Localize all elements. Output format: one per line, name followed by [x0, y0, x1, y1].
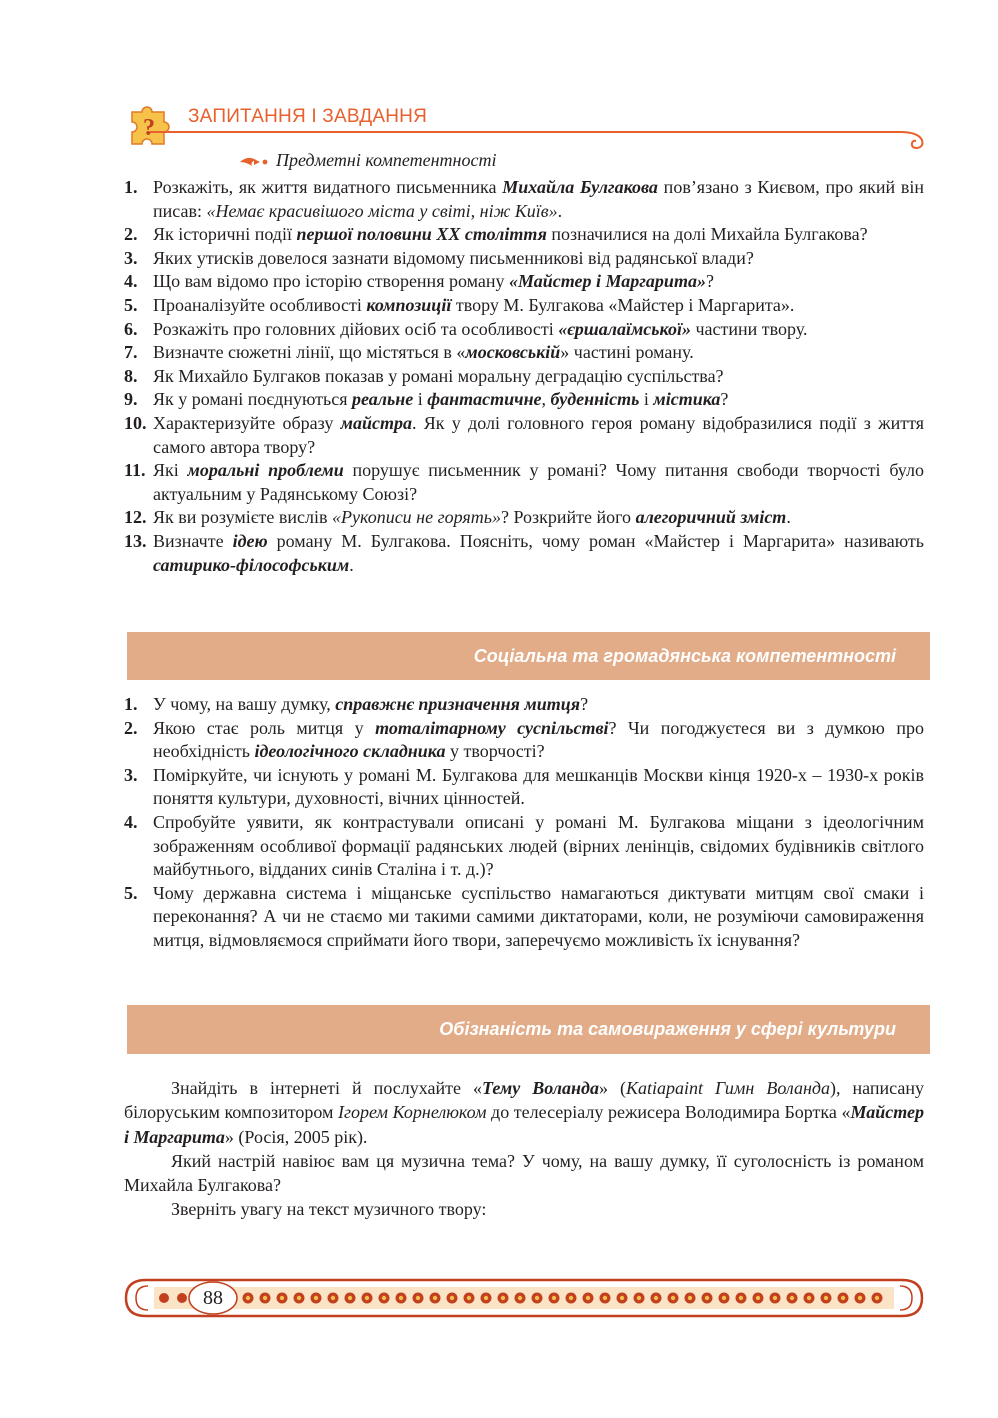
text-run: » частині роману. [560, 342, 694, 363]
subject-question [124, 506, 924, 530]
question-text [153, 388, 924, 412]
question-text [153, 365, 924, 389]
ornament-motif-center [739, 1296, 743, 1300]
text-run: ? [720, 389, 729, 410]
question-number: 3. [124, 247, 138, 268]
text-run: Які [153, 460, 188, 481]
text-run: Розкажіть про головних дійових осіб та особливості [153, 318, 559, 339]
subject-question [124, 365, 924, 389]
text-run: Якою стає роль митця у [153, 717, 376, 738]
question-number: 2. [124, 224, 138, 245]
text-run: Знайдіть в інтернеті й послухайте « [171, 1078, 482, 1098]
ornament-motif-center [620, 1296, 624, 1300]
task-paragraph [124, 1149, 924, 1198]
footer-ornament [124, 1274, 924, 1322]
question-text [153, 270, 924, 294]
ornament-motif-center [348, 1296, 352, 1300]
ornament-motif-center [331, 1296, 335, 1300]
text-run: ? Розкрийте його [500, 507, 636, 528]
text-run: . Як у долі головного героя роману відобразилися події з життя самого автора твору? [153, 412, 924, 457]
ornament-motif-center [637, 1296, 641, 1300]
ornament-motif-center [671, 1296, 675, 1300]
ornament-motif-center [501, 1296, 505, 1300]
subject-question [124, 247, 924, 271]
question-text [153, 223, 924, 247]
section-header-title: ЗАПИТАННЯ І ЗАВДАННЯ [188, 106, 428, 127]
question-number: 9. [124, 389, 138, 410]
ornament-motif-center [841, 1296, 845, 1300]
emphasis-run: містика [653, 389, 721, 410]
text-run: Як Михайло Булгаков показав у романі моральну деградацію суспільства? [153, 365, 724, 386]
subject-question [124, 459, 924, 506]
emphasis-run: «Немає красивішого міста у світі, ніж Київ» [206, 200, 558, 221]
social-question [124, 764, 924, 811]
text-run: Визначте [153, 530, 233, 551]
emphasis-run: «Майстер і Маргарита» [509, 271, 706, 292]
ornament-motif-center [569, 1296, 573, 1300]
text-run: Як у романі поєднуються [153, 389, 353, 410]
question-text [153, 318, 924, 342]
question-text [153, 341, 924, 365]
ornament-motif-center [824, 1296, 828, 1300]
ornament-motif-center [722, 1296, 726, 1300]
emphasis-run: Katiapaint Гимн Воланда [625, 1078, 830, 1098]
text-run: Характеризуйте образу [153, 412, 341, 433]
ornament-motif-center [807, 1296, 811, 1300]
culture-task-text [124, 1076, 924, 1222]
emphasis-run: «єршалаїмської» [558, 318, 691, 339]
text-run: , [541, 389, 551, 410]
emphasis-run: тоталітарному суспільстві [375, 717, 609, 738]
subject-question [124, 223, 924, 247]
ornament-bullet-icon [238, 155, 274, 169]
text-run: Розкажіть, як життя видатного письменника [153, 177, 503, 197]
subject-question [124, 388, 924, 412]
question-number: 10. [124, 412, 147, 433]
emphasis-run: Ігорем Корнелюком [338, 1102, 487, 1123]
ornament-motif-center [756, 1296, 760, 1300]
task-paragraph [124, 1076, 924, 1149]
ornament-motif-center [484, 1296, 488, 1300]
ornament-motif-center [790, 1296, 794, 1300]
text-run: частини твору. [690, 318, 808, 339]
question-number: 7. [124, 342, 138, 363]
text-run: У чому, на вашу думку, [153, 694, 336, 714]
text-run: твору М. Булгакова «Майстер і Маргарита». [451, 294, 795, 315]
question-text [153, 882, 924, 953]
text-run: у творчості? [445, 741, 545, 762]
ornament-motif [159, 1293, 169, 1303]
question-number: 1. [124, 694, 138, 714]
ornament-motif [177, 1293, 187, 1303]
text-run: роману М. Булгакова. Поясніть, чому роман «Майстер і Маргарита» називають [267, 530, 924, 551]
emphasis-run: реальне [352, 389, 414, 410]
ornament-motif-center [416, 1296, 420, 1300]
ornament-motif-center [518, 1296, 522, 1300]
question-number: 4. [124, 811, 138, 832]
text-run: » ( [598, 1078, 626, 1098]
ornament-motif-center [603, 1296, 607, 1300]
ornament-motif-center [280, 1296, 284, 1300]
text-run: Як історичні події [153, 224, 297, 245]
question-text [153, 693, 924, 717]
question-number: 3. [124, 764, 138, 785]
text-run: ), написану білоруським композитором [124, 1078, 924, 1123]
task-paragraph [124, 1197, 924, 1221]
question-text [153, 294, 924, 318]
question-number: 1. [124, 177, 138, 197]
question-text [153, 811, 924, 882]
ornament-motif-center [297, 1296, 301, 1300]
question-number: 8. [124, 365, 138, 386]
ornament-motif-center [263, 1296, 267, 1300]
culture-competence-banner: Обізнаність та самовираження у сфері культури [127, 1005, 930, 1054]
ornament-motif-center [314, 1296, 318, 1300]
text-run: ? [705, 271, 714, 292]
subject-question [124, 318, 924, 342]
text-run: Зверніть увагу на текст музичного твору: [171, 1199, 487, 1220]
question-text [153, 530, 924, 577]
social-questions-list [124, 693, 924, 953]
emphasis-run: ідею [232, 530, 268, 551]
social-question [124, 882, 924, 953]
text-run: і [413, 389, 428, 410]
text-run: Поміркуйте, чи існують у романі М. Булгакова для мешканців Москви кінця 1920-х – 1930-х років поняття культури, духовності, вічних цінностей. [153, 764, 924, 809]
text-run: Проаналізуйте особливості [153, 294, 367, 315]
question-text [153, 176, 924, 223]
subject-questions-list [124, 176, 924, 577]
emphasis-run: майстра [340, 412, 412, 433]
ornament-motif-center [433, 1296, 437, 1300]
ornament-motif-center [552, 1296, 556, 1300]
ornament-motif-center [450, 1296, 454, 1300]
emphasis-run: першої половини ХХ століття [296, 224, 547, 245]
social-question [124, 717, 924, 764]
ornament-motif-center [467, 1296, 471, 1300]
text-run: Спробуйте уявити, як контрастували описані у романі М. Булгакова міщани з ідеологічним зображенням особливої формації радянських людей (вірних ленінців, свідомих будівників світлого майбутнього, відданих синів Сталіна і т. д.)? [153, 811, 924, 880]
question-text [153, 506, 924, 530]
ornament-motif-center [773, 1296, 777, 1300]
question-number: 2. [124, 717, 138, 738]
ornament-motif-center [705, 1296, 709, 1300]
social-competence-banner: Соціальна та громадянська компетентності [127, 632, 930, 680]
social-question [124, 811, 924, 882]
question-number: 5. [124, 882, 138, 903]
question-number: 5. [124, 294, 138, 315]
text-run: і [639, 389, 654, 410]
text-run: пов’язано з Києвом, про який він писав: [153, 177, 924, 221]
question-text [153, 459, 924, 506]
emphasis-run: Михайла Булгакова [502, 177, 658, 197]
question-text [153, 764, 924, 811]
question-text [153, 412, 924, 459]
text-run: Який настрій навіює вам ця музична тема? У чому, на вашу думку, її суголосність із романом Михайла Булгакова? [124, 1150, 924, 1196]
text-run: Що вам відомо про історію створення роману [153, 271, 510, 292]
text-run: Як ви розумієте вислів [153, 507, 332, 528]
text-run: ? [580, 694, 589, 714]
subject-question [124, 294, 924, 318]
emphasis-run: фантастичне [427, 389, 542, 410]
ornament-motif-center [688, 1296, 692, 1300]
text-run: . [557, 200, 563, 221]
ornament-motif-center [246, 1296, 250, 1300]
page-number: 88 [203, 1287, 223, 1309]
subject-competence-heading: Предметні компетентності [238, 150, 496, 171]
emphasis-run: ідеологічного складника [254, 741, 446, 762]
question-number: 4. [124, 271, 138, 292]
text-run: Визначте сюжетні лінії, що містяться в « [153, 342, 466, 363]
question-number: 6. [124, 318, 138, 339]
ornament-motif-center [875, 1296, 879, 1300]
subject-question [124, 530, 924, 577]
emphasis-run: справжнє призначення митця [335, 694, 581, 714]
subject-question [124, 341, 924, 365]
emphasis-run: Тему Воланда [482, 1078, 599, 1098]
emphasis-run: моральні проблеми [187, 460, 344, 481]
question-text [153, 247, 924, 271]
ornament-motif-center [365, 1296, 369, 1300]
text-run: » (Росія, 2005 рік). [224, 1126, 368, 1147]
subject-question [124, 270, 924, 294]
emphasis-run: московській [465, 342, 561, 363]
ornament-motif-center [382, 1296, 386, 1300]
question-number: 13. [124, 530, 147, 551]
emphasis-run: алегоричний зміст [635, 507, 787, 528]
svg-text:?: ? [143, 115, 155, 141]
emphasis-run: композиції [366, 294, 452, 315]
text-run: . [786, 507, 791, 528]
text-run: Яких утисків довелося зазнати відомому письменникові від радянської влади? [153, 247, 754, 268]
ornament-motif-center [654, 1296, 658, 1300]
emphasis-run: буденність [550, 389, 640, 410]
question-number: 12. [124, 507, 147, 528]
ornament-motif-center [535, 1296, 539, 1300]
subject-question [124, 176, 924, 223]
text-run: . [349, 554, 354, 575]
question-number: 11. [124, 460, 146, 481]
ornament-motif-center [399, 1296, 403, 1300]
question-text [153, 717, 924, 764]
text-run: порушує письменник у романі? Чому питання свободи творчості було актуальним у Радянському Союзі? [153, 460, 924, 504]
ornament-motif-center [858, 1296, 862, 1300]
ornament-motif-center [586, 1296, 590, 1300]
text-run: позначилися на долі Михайла Булгакова? [546, 224, 868, 245]
text-run: до телесеріалу режисера Володимира Бортка « [486, 1102, 851, 1123]
subject-question [124, 412, 924, 459]
emphasis-run: Майстер і Маргарита [124, 1102, 924, 1147]
emphasis-run: «Рукописи не горять» [331, 507, 501, 528]
social-question [124, 693, 924, 717]
emphasis-run: сатирико-філософським [153, 554, 350, 575]
header-divider [150, 128, 930, 152]
text-run: Чому державна система і міщанське суспільство намагаються диктувати митцям свої смаки і переконання? А чи не стаємо ми такими самими диктаторами, коли, не розуміючи самовираження митця, відмовляємося сприймати його твори, заперечуємо можливість їх існування? [153, 882, 924, 950]
text-run: ? Чи погоджуєтеся ви з думкою про необхідність [153, 717, 924, 762]
